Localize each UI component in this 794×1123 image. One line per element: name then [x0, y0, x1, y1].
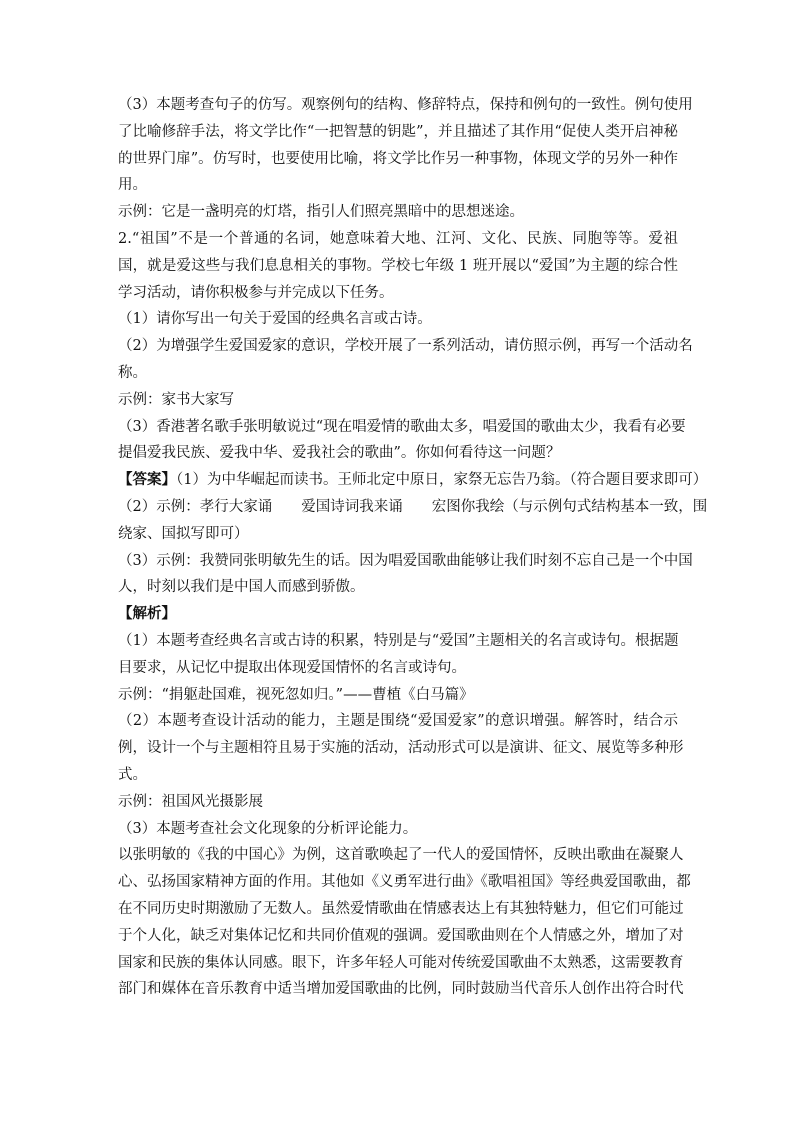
- text-line: 在不同历史时期激励了无数人。虽然爱情歌曲在情感表达上有其独特魅力，但它们可能过: [118, 900, 684, 917]
- text-line: 提倡爱我民族、爱我中华、爱我社会的歌曲”。你如何看待这一问题？: [118, 445, 561, 462]
- line-text: （1）为中华崛起而读书。王师北定中原日，家祭无忘告乃翁。（符合题目要求即可）: [176, 472, 708, 489]
- text-line: （3）示例：我赞同张明敏先生的话。因为唱爱国歌曲能够让我们时刻不忘自己是一个中国: [118, 552, 693, 569]
- text-line: （1）本题考查经典名言或古诗的积累，特别是与“爱国”主题相关的名言或诗句。根据题: [118, 632, 679, 649]
- text-line: （3）本题考查社会文化现象的分析评论能力。: [118, 820, 418, 837]
- text-line: 的世界门扉”。仿写时，也要使用比喻，将文学比作另一种事物，体现文学的另外一种作: [118, 150, 678, 167]
- text-line: 部门和媒体在音乐教育中适当增加爱国歌曲的比例，同时鼓励当代音乐人创作出符合时代: [118, 981, 684, 998]
- text-line: 式。: [118, 766, 147, 783]
- text-line: （2）为增强学生爱国爱家的意识，学校开展了一系列活动，请仿照示例，再写一个活动名: [118, 338, 693, 355]
- text-line: （3）本题考查句子的仿写。观察例句的结构、修辞特点，保持和例句的一致性。例句使用: [118, 97, 693, 113]
- text-line: 学习活动，请你积极参与并完成以下任务。: [118, 284, 394, 301]
- text-line: 绕家、国拟写即可）: [118, 525, 249, 542]
- text-line: 心、弘扬国家精神方面的作用。其他如《义勇军进行曲》《歌唱祖国》等经典爱国歌曲，都: [118, 874, 691, 891]
- text-line: （1）请你写出一句关于爱国的经典名言或古诗。: [118, 311, 432, 328]
- text-line: 称。: [118, 364, 147, 381]
- text-line: 示例：它是一盏明亮的灯塔，指引人们照亮黑暗中的思想迷途。: [118, 204, 524, 221]
- text-line: 国，就是爱这些与我们息息相关的事物。学校七年级 1 班开展以“爱国”为主题的综合性: [118, 257, 678, 274]
- text-line: 2.“祖国”不是一个普通的名词，她意味着大地、江河、文化、民族、同胞等等。爱祖: [118, 230, 678, 247]
- text-line: [118, 467, 708, 494]
- text-line: 用。: [118, 177, 147, 194]
- text-line: [118, 601, 678, 628]
- section-marker: 【解析】: [118, 605, 176, 623]
- text-line: 目要求，从记忆中提取出体现爱国情怀的名言或诗句。: [118, 659, 466, 676]
- text-line: （2）本题考查设计活动的能力，主题是围绕“爱国爱家”的意识增强。解答时，结合示: [118, 713, 678, 730]
- text-line: 于个人化，缺乏对集体记忆和共同价值观的强调。爱国歌曲则在个人情感之外，增加了对: [118, 927, 684, 944]
- text-line: 示例：“捐躯赴国难，视死忽如归。”——曹植《白马篇》: [118, 686, 474, 703]
- text-line: 人，时刻以我们是中国人而感到骄傲。: [118, 579, 365, 596]
- text-line: 了比喻修辞手法，将文学比作“一把智慧的钥匙”，并且描述了其作用“促使人类开启神秘: [118, 123, 678, 140]
- text-line: 国家和民族的集体认同感。眼下，许多年轻人可能对传统爱国歌曲不太熟悉，这需要教育: [118, 954, 684, 971]
- text-line: 示例：祖国风光摄影展: [118, 793, 263, 810]
- document-body: [118, 92, 708, 1003]
- section-marker: 【答案】: [118, 471, 176, 489]
- text-line: （2）示例：孝行大家诵 爱国诗词我来诵 宏图你我绘（与示例句式结构基本一致，围: [118, 498, 708, 515]
- text-line: 示例：家书大家写: [118, 391, 234, 408]
- text-line: （3）香港著名歌手张明敏说过“现在唱爱情的歌曲太多，唱爱国的歌曲太少，我看有必要: [118, 418, 686, 435]
- text-line: 例，设计一个与主题相符且易于实施的活动，活动形式可以是演讲、征文、展览等多种形: [118, 740, 684, 757]
- text-line: 以张明敏的《我的中国心》为例，这首歌唤起了一代人的爱国情怀，反映出歌曲在凝聚人: [118, 847, 684, 864]
